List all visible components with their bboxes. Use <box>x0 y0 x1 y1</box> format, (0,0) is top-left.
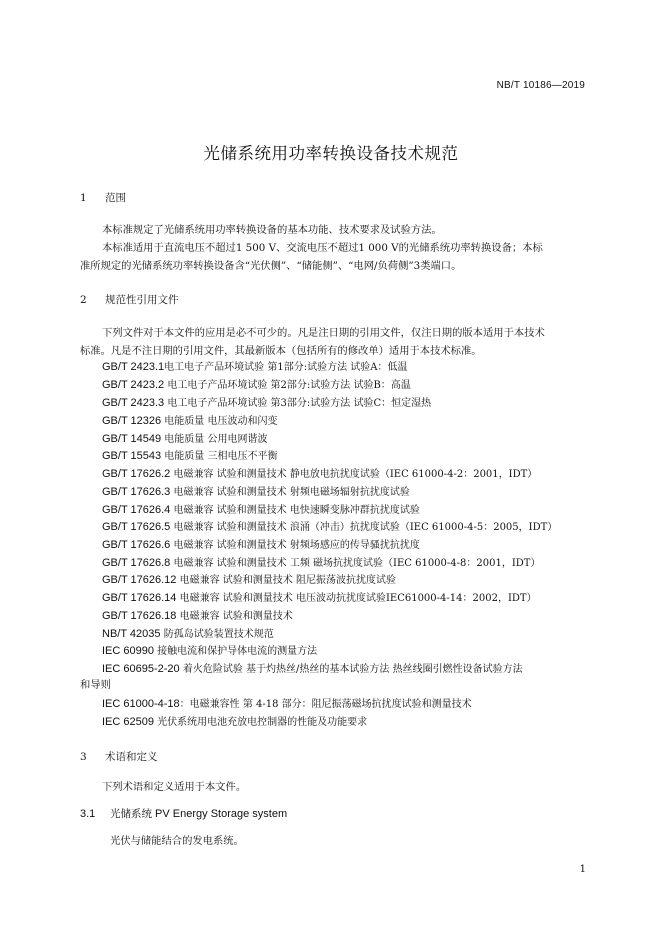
reference-code: GB/T 12326 <box>102 415 162 427</box>
term-heading <box>80 806 287 821</box>
reference-code: GB/T 17626.6 <box>102 539 171 551</box>
paragraph: 准所规定的光储系统功率转换设备含“光伏侧”、“储能侧”、“电网/负荷侧”3类端口。 <box>80 260 462 272</box>
reference-title: ：电磁兼容性 第 4-18 部分：阻尼振荡磁场抗扰度试验和测量技术 <box>179 699 472 710</box>
reference-code: GB/T 17626.5 <box>102 521 171 533</box>
section-number: 2 <box>80 294 87 306</box>
reference-code: NB/T 42035 <box>102 628 161 640</box>
reference-code: GB/T 17626.14 <box>102 592 177 604</box>
reference-code: GB/T 14549 <box>102 433 162 445</box>
reference-item <box>102 377 411 394</box>
reference-item <box>102 572 396 589</box>
reference-title: 电磁兼容 试验和测量技术 <box>176 611 293 622</box>
reference-title: 电磁兼容 试验和测量技术 射频电磁场辐射抗扰度试验 <box>170 487 410 498</box>
reference-item <box>102 519 557 536</box>
reference-continuation: 和导则 <box>80 679 111 691</box>
reference-item <box>102 590 537 607</box>
reference-item <box>102 626 274 643</box>
reference-code: GB/T 17626.18 <box>102 610 177 622</box>
reference-title: 电磁兼容 试验和测量技术 工频 磁场抗扰度试验（IEC 61000-4-8：2001，IDT） <box>170 558 541 569</box>
reference-code: GB/T 2423.1 <box>102 361 165 373</box>
reference-item <box>102 555 540 572</box>
reference-item <box>102 696 472 713</box>
reference-title: 电工电子产品环境试验 第1部分:试验方法 试验A：低温 <box>164 362 408 373</box>
reference-title: 电工电子产品环境试验 第3部分:试验方法 试验C：恒定湿热 <box>164 398 432 409</box>
paragraph: 本标准适用于直流电压不超过1 500 V、交流电压不超过1 000 V的光储系统功率转换设备；本标 <box>102 242 543 254</box>
reference-item <box>102 466 537 483</box>
section-title: 规范性引用文件 <box>105 294 179 306</box>
reference-item <box>102 359 407 376</box>
reference-title: 电磁兼容 试验和测量技术 电快速瞬变脉冲群抗扰度试验 <box>170 505 420 516</box>
standard-code: NB/T 10186—2019 <box>496 80 585 91</box>
reference-item <box>102 608 293 625</box>
reference-title: 电磁兼容 试验和测量技术 电压波动抗扰度试验IEC61000-4-14：2002，IDT） <box>176 593 537 604</box>
section-title: 范围 <box>105 192 126 204</box>
reference-title: 电磁兼容 试验和测量技术 阻尼振荡波抗扰度试验 <box>176 575 396 586</box>
reference-item <box>102 431 267 448</box>
term-definition: 光伏与储能结合的发电系统。 <box>110 835 244 847</box>
reference-title: 电能质量 三相电压不平衡 <box>161 451 278 462</box>
term-number: 3.1 <box>80 808 96 820</box>
paragraph: 下列术语和定义适用于本文件。 <box>102 781 247 793</box>
reference-title: 电能质量 公用电网谐波 <box>161 434 268 445</box>
reference-item <box>102 413 277 430</box>
reference-title: 电能质量 电压波动和闪变 <box>161 416 278 427</box>
section-number: 3 <box>80 751 87 763</box>
reference-code: IEC 61000-4-18 <box>102 698 180 710</box>
reference-title: 接触电流和保护导体电流的测量方法 <box>153 646 318 657</box>
section-title: 术语和定义 <box>105 751 158 763</box>
term-english: PV Energy Storage system <box>152 808 288 820</box>
reference-code: GB/T 2423.2 <box>102 379 165 391</box>
section-2-heading <box>80 292 179 307</box>
reference-code: GB/T 2423.3 <box>102 397 165 409</box>
reference-code: GB/T 17626.12 <box>102 574 177 586</box>
reference-code: IEC 62509 <box>102 716 154 728</box>
section-3-heading <box>80 749 158 764</box>
reference-item <box>102 484 410 501</box>
reference-title: 电磁兼容 试验和测量技术 静电放电抗扰度试验（IEC 61000-4-2：2001，IDT） <box>170 469 538 480</box>
reference-title: 光伏系统用电池充放电控制器的性能及功能要求 <box>153 717 368 728</box>
reference-code: GB/T 15543 <box>102 450 162 462</box>
reference-title: 电磁兼容 试验和测量技术 浪涌（冲击）抗扰度试验（IEC 61000-4-5：2005，IDT） <box>170 522 558 533</box>
reference-item <box>102 502 420 519</box>
reference-code: IEC 60695-2-20 <box>102 663 180 675</box>
paragraph: 下列文件对于本文件的应用是必不可少的。凡是注日期的引用文件，仅注日期的版本适用于本技术 <box>102 327 545 339</box>
reference-item <box>102 395 431 412</box>
reference-code: GB/T 17626.2 <box>102 468 171 480</box>
reference-item <box>102 643 317 660</box>
reference-code: GB/T 17626.4 <box>102 504 171 516</box>
reference-item <box>102 448 277 465</box>
section-1-heading <box>80 190 126 205</box>
reference-title: 着火危险试验 基于灼热丝/热丝的基本试验方法 热丝线圈引燃性设备试验方法 <box>179 664 523 675</box>
paragraph: 标准。凡是不注日期的引用文件，其最新版本（包括所有的修改单）适用于本技术标准。 <box>80 345 482 357</box>
section-number: 1 <box>80 192 87 204</box>
term-chinese: 光储系统 <box>110 808 152 820</box>
reference-title: 电工电子产品环境试验 第2部分:试验方法 试验B：高温 <box>164 380 411 391</box>
document-title: 光储系统用功率转换设备技术规范 <box>203 144 459 163</box>
reference-code: GB/T 17626.8 <box>102 557 171 569</box>
page-number: 1 <box>579 864 586 875</box>
reference-item <box>102 537 420 554</box>
paragraph: 本标准规定了光储系统用功率转换设备的基本功能、技术要求及试验方法。 <box>102 224 442 236</box>
reference-item <box>102 714 367 731</box>
reference-code: GB/T 17626.3 <box>102 486 171 498</box>
reference-code: IEC 60990 <box>102 645 154 657</box>
reference-title: 电磁兼容 试验和测量技术 射频场感应的传导骚扰抗扰度 <box>170 540 420 551</box>
reference-title: 防孤岛试验装置技术规范 <box>160 629 274 640</box>
